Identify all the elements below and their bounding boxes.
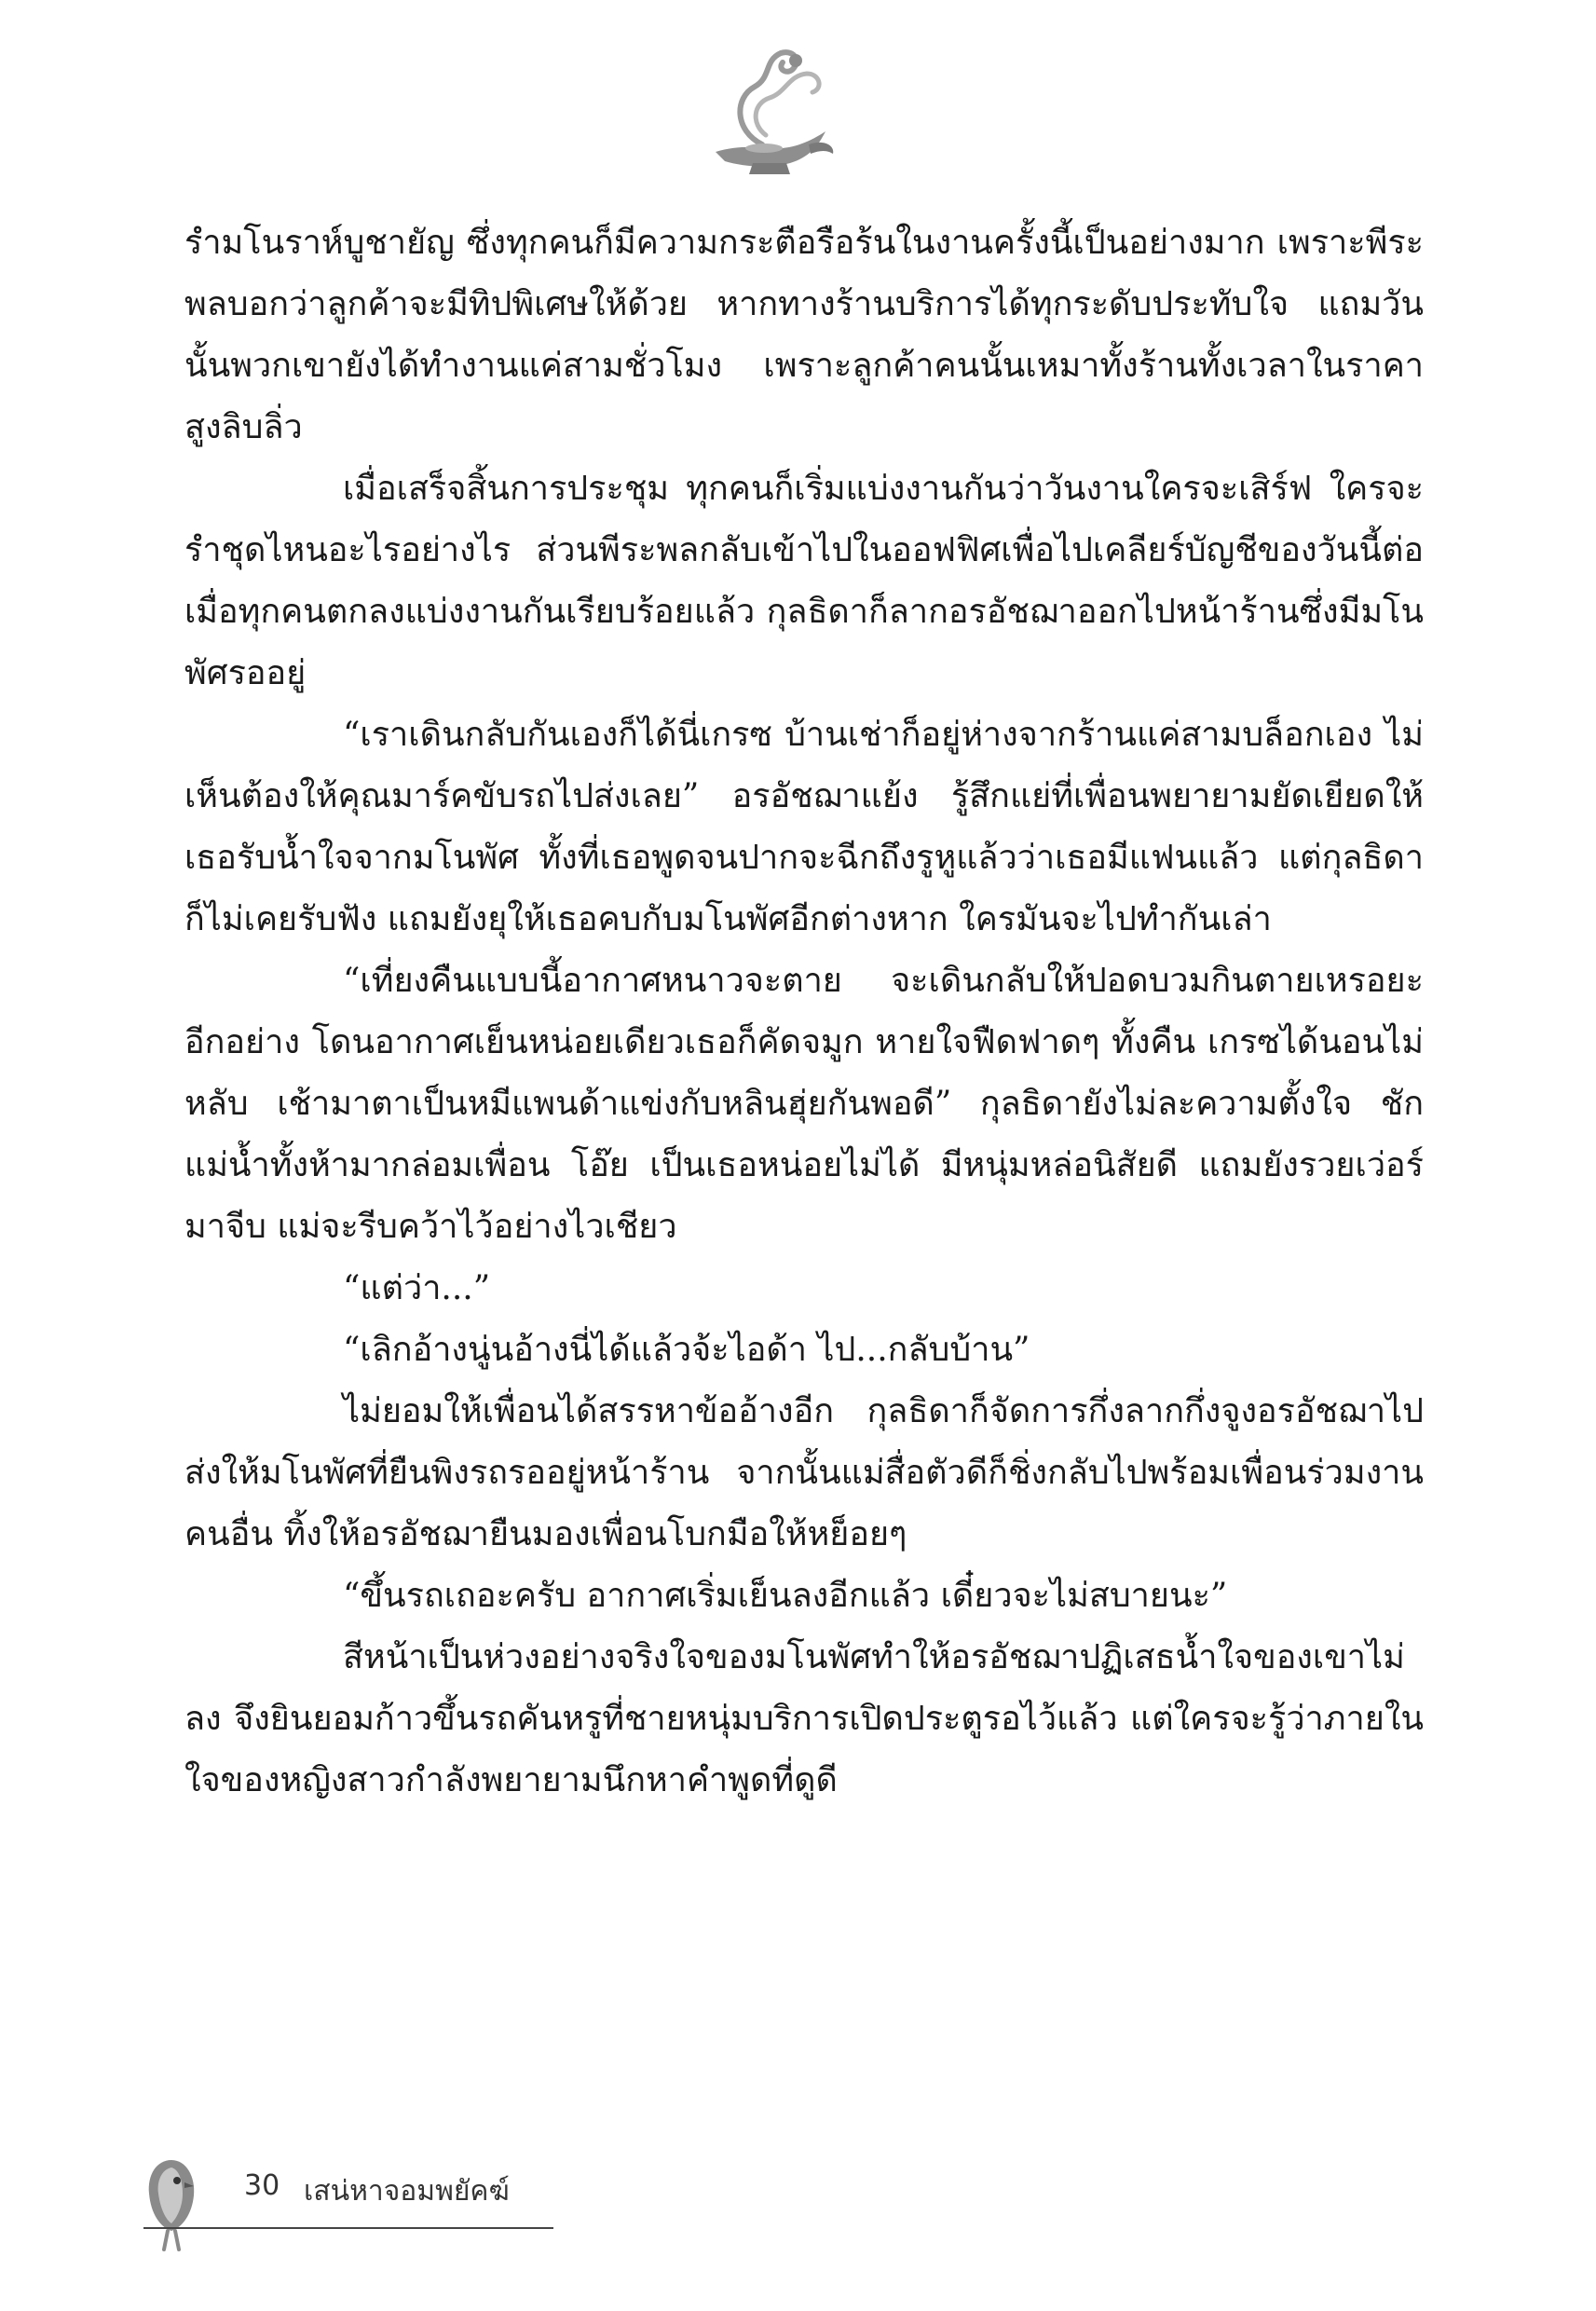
paragraph: ไม่ยอมให้เพื่อนได้สรรหาข้ออ้างอีก กุลธิดาก็จัดการกึ่งลากกึ่งจูงอรอัชฌาไปส่งให้มโนพัศที่ยืนพิงรถรออยู่หน้าร้าน จากนั้นแม่สื่อตัวดีก็ชิ่งกลับไปพร้อมเพื่อนร่วมงานคนอื่น ทิ้งให้อรอัชฌายืนมองเพื่อนโบกมือให้หย็อยๆ [184, 1392, 1424, 1553]
paragraph: “เที่ยงคืนแบบนี้อากาศหนาวจะตาย จะเดินกลับให้ปอดบวมกินตายเหรอยะ อีกอย่าง โดนอากาศเย็นหน่อยเดียวเธอก็คัดจมูก หายใจฟืดฟาดๆ ทั้งคืน เกรซได้นอนไม่หลับ เช้ามาตาเป็นหมีแพนด้าแข่งกับหลินฮุ่ยกันพอดี” กุลธิดายังไม่ละความตั้งใจ ชักแม่น้ำทั้งห้ามากล่อมเพื่อน โอ๊ย เป็นเธอหน่อยไม่ได้ มีหนุ่มหล่อนิสัยดี แถมยังรวยเว่อร์มาจีบ แม่จะรีบคว้าไว้อย่างไวเชียว [184, 962, 1424, 1246]
bird-icon [140, 2153, 203, 2253]
paragraph: รำมโนราห์บูชายัญ ซึ่งทุกคนก็มีความกระตือรือร้นในงานครั้งนี้เป็นอย่างมาก เพราะพีระพลบอกว่าลูกค้าจะมีทิปพิเศษให้ด้วย หากทางร้านบริการได้ทุกระดับประทับใจ แถมวันนั้นพวกเขายังได้ทำงานแค่สามชั่วโมง เพราะลูกค้าคนนั้นเหมาทั้งร้านทั้งเวลาในราคาสูงลิบลิ่ว [184, 224, 1424, 446]
page-number: 30 [244, 2169, 280, 2202]
genie-lamp-icon [697, 42, 842, 182]
paragraph: “ขึ้นรถเถอะครับ อากาศเริ่มเย็นลงอีกแล้ว เดี๋ยวจะไม่สบายนะ” [343, 1577, 1228, 1615]
paragraph: “เลิกอ้างนู่นอ้างนี่ได้แล้วจ้ะไอด้า ไป...กลับบ้าน” [343, 1331, 1030, 1369]
paragraph: “เราเดินกลับกันเองก็ได้นี่เกรซ บ้านเช่าก็อยู่ห่างจากร้านแค่สามบล็อกเอง ไม่เห็นต้องให้คุณมาร์คขับรถไปส่งเลย” อรอัชฌาแย้ง รู้สึกแย่ที่เพื่อนพยายามยัดเยียดให้เธอรับน้ำใจจากมโนพัศ ทั้งที่เธอพูดจนปากจะฉีกถึงรูหูแล้วว่าเธอมีแฟนแล้ว แต่กุลธิดาก็ไม่เคยรับฟัง แถมยังยุให้เธอคบกับมโนพัศอีกต่างหาก ใครมันจะไปทำกันเล่า [184, 716, 1424, 938]
page-footer [140, 2153, 792, 2255]
footer-rule [143, 2227, 553, 2229]
book-title: เสน่หาจอมพยัคฆ์ [304, 2175, 510, 2208]
paragraph: สีหน้าเป็นห่วงอย่างจริงใจของมโนพัศทำให้อรอัชฌาปฏิเสธน้ำใจของเขาไม่ลง จึงยินยอมก้าวขึ้นรถคันหรูที่ชายหนุ่มบริการเปิดประตูรอไว้แล้ว แต่ใครจะรู้ว่าภายในใจของหญิงสาวกำลังพยายามนึกหาคำพูดที่ดูดี [184, 1638, 1424, 1799]
text-body [184, 212, 1424, 1812]
paragraph: “แต่ว่า...” [343, 1269, 491, 1307]
paragraph: เมื่อเสร็จสิ้นการประชุม ทุกคนก็เริ่มแบ่งงานกันว่าวันงานใครจะเสิร์ฟ ใครจะรำชุดไหนอะไรอย่างไร ส่วนพีระพลกลับเข้าไปในออฟฟิศเพื่อไปเคลียร์บัญชีของวันนี้ต่อ เมื่อทุกคนตกลงแบ่งงานกันเรียบร้อยแล้ว กุลธิดาก็ลากอรอัชฌาออกไปหน้าร้านซึ่งมีมโนพัศรออยู่ [184, 470, 1424, 692]
